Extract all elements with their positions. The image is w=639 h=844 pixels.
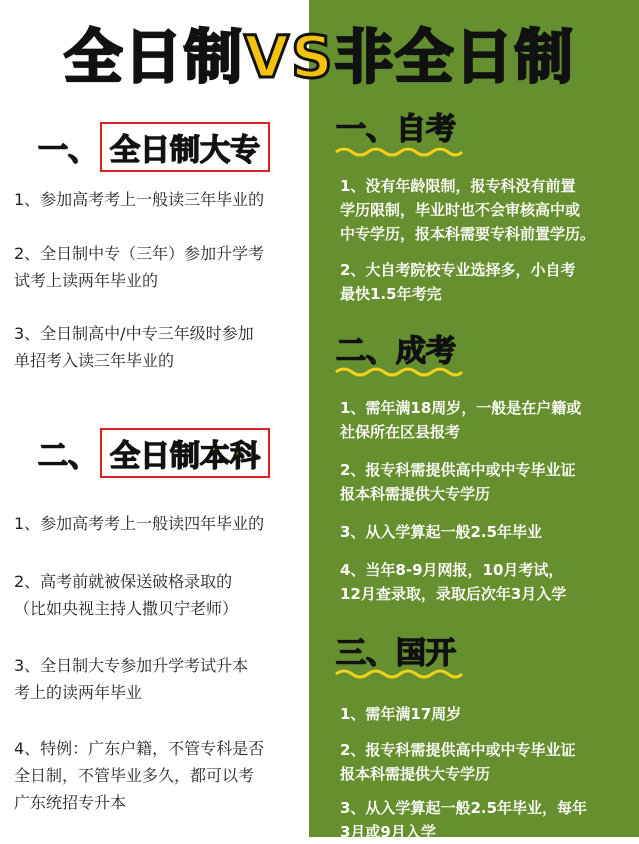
left-section1-heading xyxy=(38,122,270,172)
wave-divider-1 xyxy=(334,146,464,158)
right-section2-item-3: 3、从入学算起一般2.5年毕业 xyxy=(340,523,543,541)
title-vs: VS xyxy=(244,23,335,91)
right-section3-item-3: 3、从入学算起一般2.5年毕业，每年 3月或9月入学 xyxy=(340,799,588,841)
left-section2-heading xyxy=(38,428,270,478)
title-fulltime: 全日制 xyxy=(64,23,245,91)
right-section1-item-1: 1、没有年龄限制，报专科没有前置 学历限制，毕业时也不会审核高中或 中专学历，报本科需要专科前置学历。 xyxy=(340,177,596,243)
left-section1-item-2: 2、全日制中专（三年）参加升学考 试考上读两年毕业的 xyxy=(14,244,265,290)
right-section3-item-2: 2、报专科需提供高中或中专毕业证 报本科需提供大专学历 xyxy=(340,741,576,783)
right-section3-heading: 三、国开 xyxy=(336,636,456,671)
left-section2-prefix: 二、 xyxy=(38,439,98,474)
right-section1-item-2: 2、大自考院校专业选择多，小自考 最快1.5年考完 xyxy=(340,261,576,303)
wave-divider-2 xyxy=(334,366,464,378)
right-section3-item-1: 1、需年满17周岁 xyxy=(340,705,462,723)
left-section1-prefix: 一、 xyxy=(38,133,98,168)
right-section2-item-1: 1、需年满18周岁，一般是在户籍或 社保所在区县报考 xyxy=(340,399,582,441)
left-section2-item-3: 3、全日制大专参加升学考试升本 考上的读两年毕业 xyxy=(14,656,249,702)
left-section2-item-1: 1、参加高考考上一般读四年毕业的 xyxy=(14,514,265,533)
title-parttime: 非全日制 xyxy=(334,23,575,91)
left-section1-title: 全日制大专 xyxy=(100,122,270,172)
left-section1-item-3: 3、全日制高中/中专三年级时参加 单招考入读三年毕业的 xyxy=(14,324,254,370)
right-section2-item-4: 4、当年8-9月网报，10月考试， 12月查录取，录取后次年3月入学 xyxy=(340,561,567,603)
wave-divider-3 xyxy=(334,668,464,680)
right-section2-heading: 二、成考 xyxy=(336,334,456,369)
right-section2-item-2: 2、报专科需提供高中或中专毕业证 报本科需提供大专学历 xyxy=(340,461,576,503)
left-section2-item-4: 4、特例：广东户籍，不管专科是否 全日制，不管毕业多久，都可以考 广东统招专升本 xyxy=(14,739,265,812)
page-title xyxy=(0,10,639,94)
right-section1-heading: 一、自考 xyxy=(336,112,456,147)
left-section2-item-2: 2、高考前就被保送破格录取的 （比如央视主持人撒贝宁老师） xyxy=(14,572,239,618)
left-section1-item-1: 1、参加高考考上一般读三年毕业的 xyxy=(14,190,265,209)
left-section2-title: 全日制本科 xyxy=(100,428,270,478)
